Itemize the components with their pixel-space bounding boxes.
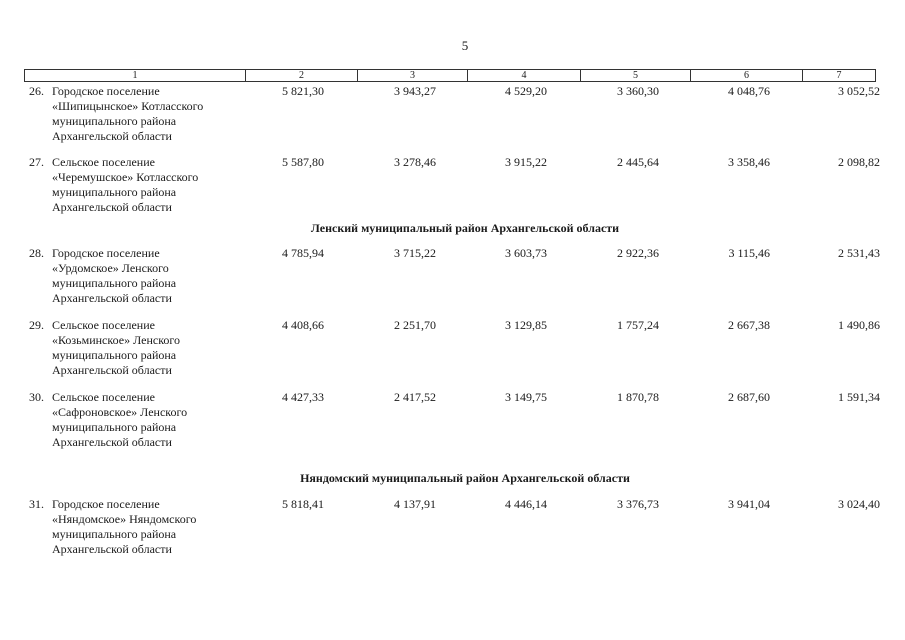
name-line: Архангельской области xyxy=(52,291,172,305)
column-header-4: 4 xyxy=(467,70,580,81)
value-col-5: 1 870,78 xyxy=(617,390,659,404)
settlement-name xyxy=(52,246,176,306)
settlement-name xyxy=(52,155,198,215)
value-col-7: 1 490,86 xyxy=(838,318,880,332)
name-line: Архангельской области xyxy=(52,129,172,143)
name-line: Городское поселение xyxy=(52,497,160,511)
row-number: 29. xyxy=(29,318,44,332)
column-header-7: 7 xyxy=(802,70,875,81)
section-heading: Ленский муниципальный район Архангельской области xyxy=(310,221,620,235)
name-line: Сельское поселение xyxy=(52,318,155,332)
name-line: муниципального района xyxy=(52,276,177,290)
value-col-3: 4 137,91 xyxy=(394,497,436,511)
value-col-5: 2 445,64 xyxy=(617,155,659,169)
name-line: муниципального района xyxy=(52,527,177,541)
name-line: муниципального района xyxy=(52,420,177,434)
column-header-1: 1 xyxy=(132,70,138,81)
value-col-7: 2 531,43 xyxy=(838,246,880,260)
name-line: муниципального района xyxy=(52,185,177,199)
name-line: муниципального района xyxy=(52,348,177,362)
value-col-4: 3 915,22 xyxy=(505,155,547,169)
name-line: муниципального района xyxy=(52,114,177,128)
column-header-3: 3 xyxy=(357,70,467,81)
column-header-5: 5 xyxy=(580,70,690,81)
value-col-4: 4 446,14 xyxy=(505,497,547,511)
value-col-5: 2 922,36 xyxy=(617,246,659,260)
name-line: Сельское поселение xyxy=(52,390,155,404)
name-line: «Козьминское» Ленского xyxy=(52,333,181,347)
name-line: «Няндомское» Няндомского xyxy=(52,512,197,526)
value-col-2: 4 427,33 xyxy=(282,390,324,404)
name-line: Архангельской области xyxy=(52,435,172,449)
value-col-3: 3 278,46 xyxy=(394,155,436,169)
value-col-5: 1 757,24 xyxy=(617,318,659,332)
value-col-6: 2 667,38 xyxy=(728,318,770,332)
value-col-3: 3 943,27 xyxy=(394,84,436,98)
value-col-4: 3 149,75 xyxy=(505,390,547,404)
value-col-6: 3 115,46 xyxy=(728,246,770,260)
name-line: Архангельской области xyxy=(52,542,172,556)
value-col-4: 3 603,73 xyxy=(505,246,547,260)
name-line: Архангельской области xyxy=(52,200,172,214)
value-col-4: 3 129,85 xyxy=(505,318,547,332)
value-col-3: 2 417,52 xyxy=(394,390,436,404)
name-line: Сельское поселение xyxy=(52,155,155,169)
name-line: «Урдомское» Ленского xyxy=(52,261,169,275)
row-number: 30. xyxy=(29,390,44,404)
page-number: 5 xyxy=(461,38,469,53)
value-col-2: 4 408,66 xyxy=(282,318,324,332)
value-col-7: 3 024,40 xyxy=(838,497,880,511)
settlement-name xyxy=(52,497,196,557)
settlement-name xyxy=(52,390,187,450)
value-col-3: 3 715,22 xyxy=(394,246,436,260)
value-col-5: 3 360,30 xyxy=(617,84,659,98)
value-col-6: 2 687,60 xyxy=(728,390,770,404)
value-col-2: 5 821,30 xyxy=(282,84,324,98)
name-line: Архангельской области xyxy=(52,363,172,377)
value-col-7: 2 098,82 xyxy=(838,155,880,169)
name-line: «Шипицынское» Котласского xyxy=(52,99,204,113)
value-col-7: 3 052,52 xyxy=(838,84,880,98)
value-col-4: 4 529,20 xyxy=(505,84,547,98)
name-line: «Черемушское» Котласского xyxy=(52,170,199,184)
table-header xyxy=(24,69,876,82)
value-col-6: 3 358,46 xyxy=(728,155,770,169)
value-col-7: 1 591,34 xyxy=(838,390,880,404)
settlement-name xyxy=(52,318,180,378)
value-col-6: 4 048,76 xyxy=(728,84,770,98)
name-line: «Сафроновское» Ленского xyxy=(52,405,188,419)
value-col-2: 5 587,80 xyxy=(282,155,324,169)
value-col-5: 3 376,73 xyxy=(617,497,659,511)
row-number: 27. xyxy=(29,155,44,169)
value-col-2: 4 785,94 xyxy=(282,246,324,260)
column-header-2: 2 xyxy=(245,70,357,81)
name-line: Городское поселение xyxy=(52,246,160,260)
column-header-6: 6 xyxy=(690,70,802,81)
settlement-name xyxy=(52,84,203,144)
row-number: 31. xyxy=(29,497,44,511)
section-heading: Няндомский муниципальный район Архангельской области xyxy=(300,471,630,485)
value-col-2: 5 818,41 xyxy=(282,497,324,511)
row-number: 28. xyxy=(29,246,44,260)
value-col-6: 3 941,04 xyxy=(728,497,770,511)
row-number: 26. xyxy=(29,84,44,98)
value-col-3: 2 251,70 xyxy=(394,318,436,332)
name-line: Городское поселение xyxy=(52,84,160,98)
